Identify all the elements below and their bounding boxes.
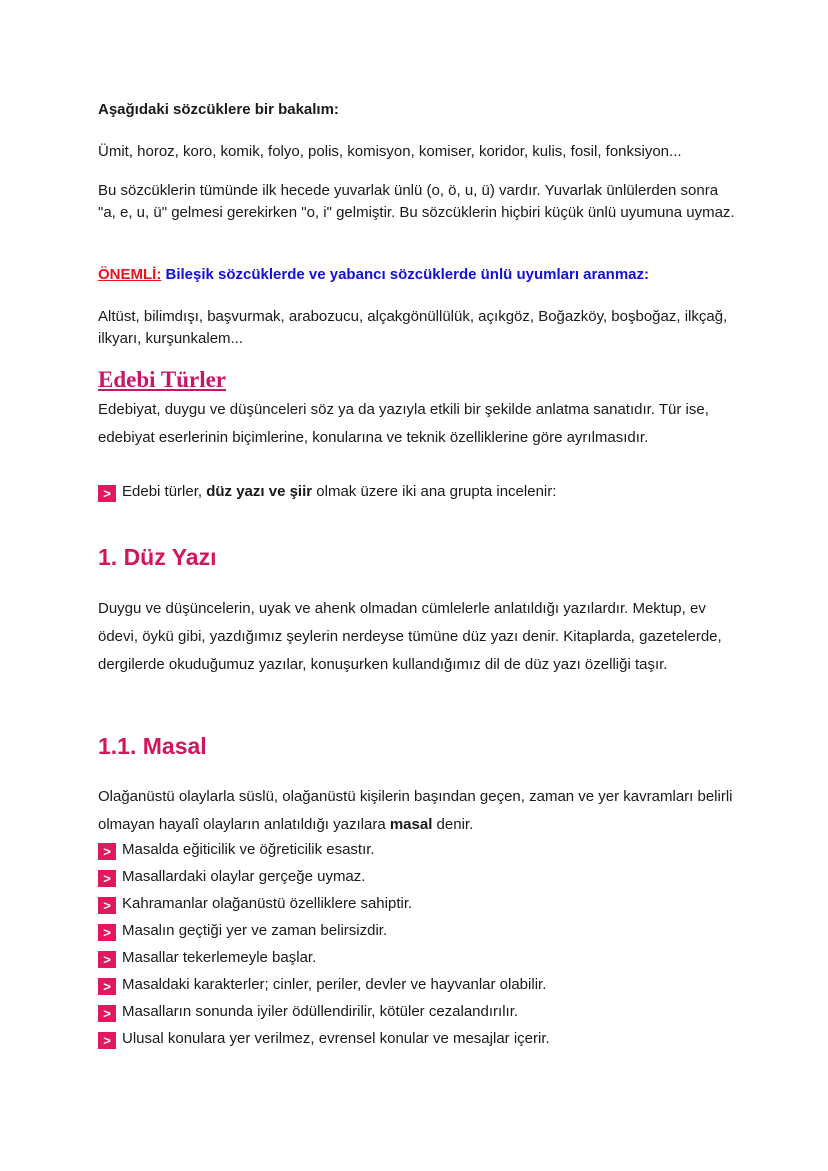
arrow-icon: > <box>98 870 116 887</box>
compound-examples: Altüst, bilimdışı, başvurmak, arabozucu, alçakgönüllülük, açıkgöz, Boğazköy, boşboğaz, ilkçağ, ilkyarı, kurşunkalem... <box>98 308 728 347</box>
arrow-icon: > <box>98 978 116 995</box>
arrow-icon: > <box>98 951 116 968</box>
arrow-icon: > <box>98 924 116 941</box>
list-item: > Masalın geçtiği yer ve zaman belirsizdir. <box>98 917 738 944</box>
duz-yazi-text: Duygu ve düşüncelerin, uyak ve ahenk olmadan cümlelerle anlatıldığı yazılardır. Mektup, ev ödevi, öykü gibi, yazdığımız şeylerin nerdeyse tümüne düz yazı denir. Kitaplarda, gazetelerde, dergilerde okuduğumuz yazılar, konuşurken kullandığımız dil de düz yazı özelliği taşır. <box>98 600 722 673</box>
list-item: > Masalda eğiticilik ve öğreticilik esastır. <box>98 836 738 863</box>
list-item: > Kahramanlar olağanüstü özelliklere sahiptir. <box>98 890 738 917</box>
edebi-definition: Edebiyat, duygu ve düşünceleri söz ya da yazıyla etkili bir şekilde anlatma sanatıdır. Tür ise, edebiyat eserlerinin biçimlerine, konularına ve teknik özelliklerine göre ayrılmasıdır. <box>98 401 709 446</box>
list-item: > Ulusal konulara yer verilmez, evrensel konular ve mesajlar içerir. <box>98 1025 738 1052</box>
arrow-icon: > <box>98 1032 116 1049</box>
intro-heading: Aşağıdaki sözcüklere bir bakalım: <box>98 101 339 118</box>
arrow-icon: > <box>98 1005 116 1022</box>
edebi-turler-title: Edebi Türler <box>98 367 227 392</box>
important-note <box>98 264 738 286</box>
list-item: > Masalların sonunda iyiler ödüllendirilir, kötüler cezalandırılır. <box>98 998 738 1025</box>
masal-definition: Olağanüstü olaylarla süslü, olağanüstü kişilerin başından geçen, zaman ve yer kavramları belirli olmayan hayalî olayların anlatıldığı yazılara masal denir. <box>98 788 733 833</box>
duz-yazi-heading: 1. Düz Yazı <box>98 544 217 570</box>
arrow-icon: > <box>98 843 116 860</box>
list-item: > Masallar tekerlemeyle başlar. <box>98 944 738 971</box>
list-item: > Masallardaki olaylar gerçeğe uymaz. <box>98 863 738 890</box>
arrow-icon: > <box>98 897 116 914</box>
intro-explanation: Bu sözcüklerin tümünde ilk hecede yuvarlak ünlü (o, ö, u, ü) vardır. Yuvarlak ünlülerden sonra "a, e, u, ü" gelmesi gerekirken "o, i" gelmiştir. Bu sözcüklerin hiçbiri küçük ünlü uyumuna uymaz. <box>98 182 735 221</box>
important-label: ÖNEMLİ: <box>98 266 162 283</box>
masal-heading: 1.1. Masal <box>98 733 207 759</box>
intro-examples: Ümit, horoz, koro, komik, folyo, polis, komisyon, komiser, koridor, kulis, fosil, fonksiyon... <box>98 143 682 160</box>
edebi-groups-line: > Edebi türler, düz yazı ve şiir olmak üzere iki ana grupta incelenir: <box>98 481 738 503</box>
list-item: > Masaldaki karakterler; cinler, periler, devler ve hayvanlar olabilir. <box>98 971 738 998</box>
important-text: Bileşik sözcüklerde ve yabancı sözcüklerde ünlü uyumları aranmaz: <box>161 266 650 283</box>
masal-features-list <box>98 836 738 1052</box>
arrow-icon: > <box>98 485 116 502</box>
